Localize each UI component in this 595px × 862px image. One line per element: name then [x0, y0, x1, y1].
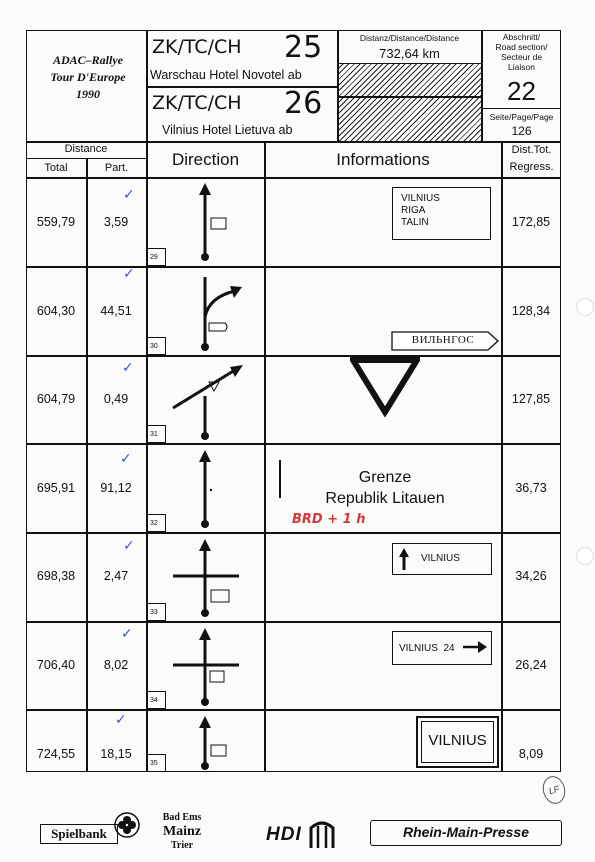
section-value: 22	[507, 76, 536, 106]
tulip-straight-icon	[147, 711, 264, 772]
distance-label: Distanz/Distance/Distance	[359, 33, 460, 43]
check-mark: ✓	[123, 187, 135, 203]
sign-line: VILNIUS	[428, 732, 487, 749]
section-label: Abschnitt/ Road section/ Secteur de Liaison	[495, 32, 548, 72]
row-regress: 127,85	[511, 392, 551, 406]
row-total: 604,79	[36, 392, 76, 406]
box-number-text: 31	[150, 431, 158, 438]
arrow-up-icon	[398, 548, 410, 570]
row-total: 695,91	[36, 481, 76, 495]
row-regress: 26,24	[515, 658, 547, 672]
check-mark: ✓	[120, 451, 132, 467]
road-sign-vilnius-24-right	[392, 631, 492, 665]
row-regress: 172,85	[511, 215, 551, 229]
control-from-number: 25	[284, 30, 323, 65]
row-total: 724,55	[36, 747, 76, 761]
sponsor-city-mainz: Mainz	[162, 824, 202, 839]
sponsor-rhein-main-presse-box	[370, 820, 562, 846]
rule	[338, 63, 481, 64]
row-partial: 2,47	[103, 569, 129, 583]
check-mark: ✓	[123, 266, 135, 282]
informations-header: Informations	[336, 150, 430, 169]
check-mark: ✓	[121, 626, 133, 642]
control-from-code: ZK/TC/CH	[152, 36, 242, 58]
box-number-text: 35	[150, 760, 158, 767]
border-country: Republik Litauen	[325, 490, 445, 507]
tulip-straight-icon	[147, 178, 264, 266]
rule	[26, 177, 561, 179]
control-from-place: Warschau Hotel Novotel ab	[150, 68, 302, 82]
control-to-code: ZK/TC/CH	[152, 92, 242, 114]
rule	[86, 158, 88, 772]
row-total: 559,79	[36, 215, 76, 229]
control-to-place: Vilnius Hotel Lietuva ab	[162, 123, 293, 137]
rule	[26, 709, 561, 711]
row-partial: 18,15	[100, 747, 132, 761]
sign-line: VILNIUS	[421, 553, 460, 564]
punch-hole	[576, 547, 594, 565]
rule	[481, 108, 561, 109]
rule	[264, 141, 266, 772]
handwritten-time-note: BRD + 1 h	[292, 512, 366, 527]
box-number-text: 29	[150, 254, 158, 261]
row-total: 604,30	[36, 304, 76, 318]
direction-header: Direction	[171, 150, 240, 169]
border-label: Grenze	[358, 469, 412, 486]
road-sign-vilnius-straight	[392, 543, 492, 575]
row-partial: 91,12	[100, 481, 132, 495]
tulip-yield-right-icon	[147, 356, 264, 444]
check-mark: ✓	[115, 712, 127, 728]
hdi-emblem-icon	[307, 820, 337, 850]
rule	[26, 621, 561, 623]
rule	[26, 158, 146, 159]
rally-year: 1990	[76, 87, 100, 101]
road-sign-vilnius-town	[416, 716, 499, 768]
sponsor-city-trier: Trier	[170, 840, 194, 851]
rally-title	[30, 52, 146, 103]
box-number-text: 32	[150, 520, 158, 527]
sponsor-hdi: HDI	[266, 824, 302, 845]
tulip-fork-right-icon	[147, 267, 264, 355]
tulip-crossroad-straight-icon	[147, 534, 264, 622]
row-partial: 0,49	[103, 392, 129, 406]
sponsor-spielbank: Spielbank	[40, 824, 118, 844]
hatched-area	[339, 63, 481, 141]
row-partial: 3,59	[103, 215, 129, 229]
sign-line: VILNIUS	[401, 193, 440, 204]
check-mark: ✓	[122, 360, 134, 376]
page-value: 126	[511, 124, 532, 138]
rule	[26, 532, 561, 534]
direction-sign-text: ВИЛЬНГОС	[411, 334, 475, 346]
sponsor-rhein-main-presse: Rhein-Main-Presse	[402, 824, 530, 840]
partial-header: Part.	[104, 162, 129, 174]
row-total: 698,38	[36, 569, 76, 583]
tulip-straight-icon	[147, 445, 264, 533]
rally-name: ADAC–Rallye	[52, 53, 123, 67]
distance-header: Distance	[64, 143, 108, 155]
total-header: Total	[44, 162, 68, 174]
yield-sign-icon	[350, 357, 420, 417]
check-mark: ✓	[123, 538, 135, 554]
arrow-right-icon	[463, 640, 487, 654]
road-sign-vilnius-riga-talin	[392, 187, 491, 240]
rule	[26, 266, 561, 268]
row-total: 706,40	[36, 658, 76, 672]
row-regress: 128,34	[511, 304, 551, 318]
rule	[501, 141, 503, 772]
page-initials-mark: LF	[540, 774, 568, 807]
tulip-crossroad-straight-icon	[147, 623, 264, 711]
sign-line: TALIN	[401, 217, 429, 228]
sign-line: VILNIUS 24	[399, 643, 455, 654]
page-label: Seite/Page/Page	[489, 112, 554, 122]
control-to-number: 26	[284, 86, 323, 121]
dist-tot-header: Dist.Tot.	[511, 144, 552, 156]
row-regress: 8,09	[518, 747, 544, 761]
row-partial: 8,02	[103, 658, 129, 672]
box-number-text: 30	[150, 343, 158, 350]
sponsor-city-bad-ems: Bad Ems	[162, 812, 202, 823]
punch-hole	[576, 298, 594, 316]
regress-header: Regress.	[509, 161, 554, 173]
sign-line: RIGA	[401, 205, 426, 216]
rule	[26, 443, 561, 445]
row-regress: 36,73	[515, 481, 547, 495]
rule	[26, 355, 561, 357]
box-number-text: 33	[150, 609, 158, 616]
distance-value: 732,64 km	[379, 46, 440, 61]
row-partial: 44,51	[100, 304, 132, 318]
border-marker-line	[279, 460, 281, 498]
rally-subtitle: Tour D'Europe	[50, 70, 126, 84]
rule	[338, 96, 481, 98]
row-regress: 34,26	[515, 569, 547, 583]
box-number-text: 34	[150, 697, 158, 704]
